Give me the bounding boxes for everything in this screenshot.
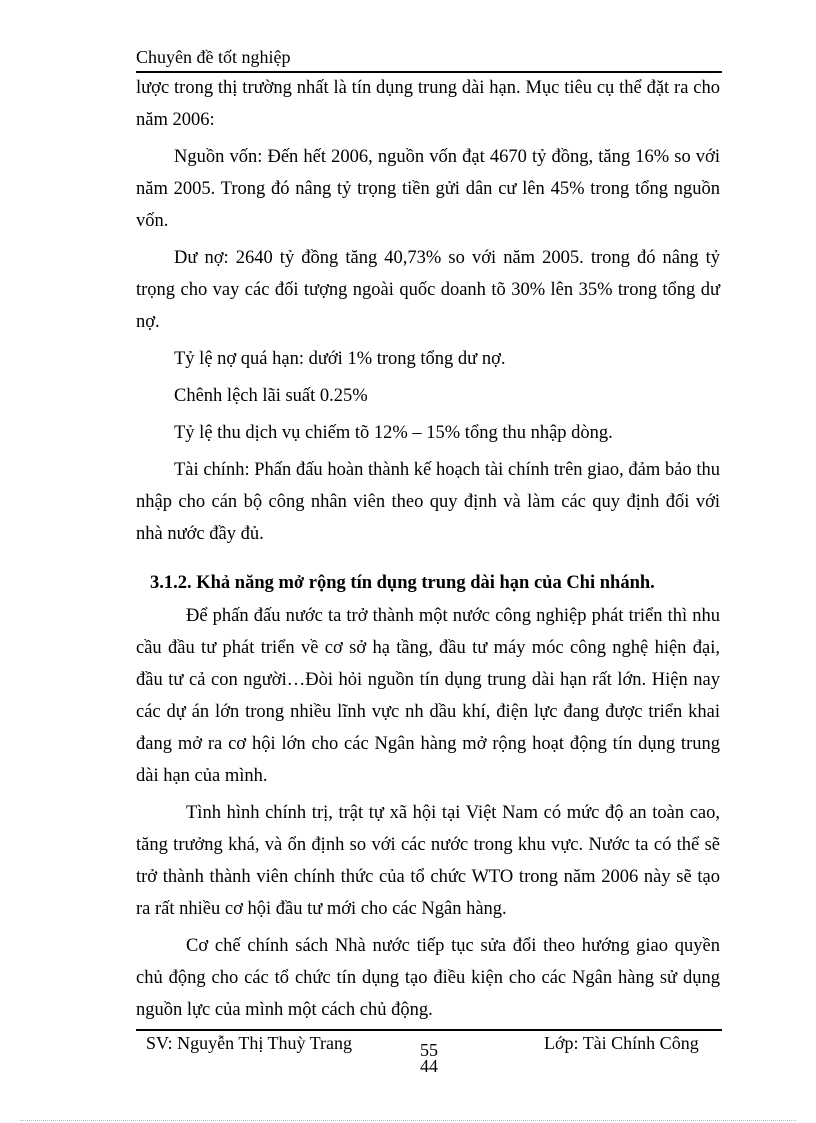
page-edge-divider [20, 1120, 796, 1121]
paragraph: Tỷ lệ thu dịch vụ chiếm tõ 12% – 15% tổng thu nhập dòng. [174, 423, 613, 443]
paragraph: Nguồn vốn: Đến hết 2006, nguồn vốn đạt 4670 tỷ đồng, tăng 16% so với năm 2005. Trong đó nâng tỷ trọng tiền gửi dân cư lên 45% trong tổng nguồn vốn. [136, 147, 720, 231]
page-number-top: 55 [420, 1040, 438, 1060]
page-number-bottom: 44 [420, 1056, 438, 1076]
footer-class: Lớp: Tài Chính Công [544, 1033, 699, 1053]
paragraph: Để phấn đấu nước ta trở thành một nước công nghiệp phát triển thì nhu cầu đầu tư phát triển về cơ sở hạ tầng, đầu tư máy móc công nghệ hiện đại, đầu tư cả con người…Đòi hỏi nguồn tín dụng trung dài hạn rất lớn. Hiện nay các dự án lớn trong nhiều lĩnh vực nh dầu khí, điện lực đang được triển khai đang mở ra cơ hội lớn cho các Ngân hàng mở rộng hoạt động tín dụng trung dài hạn của mình. [136, 606, 720, 786]
paragraph: Tình hình chính trị, trật tự xã hội tại Việt Nam có mức độ an toàn cao, tăng trưởng khá, và ổn định so với các nước trong khu vực. Nước ta có thể sẽ trở thành thành viên chính thức của tổ chức WTO trong năm 2006 này sẽ tạo ra rất nhiều cơ hội đầu tư mới cho các Ngân hàng. [136, 803, 720, 919]
footer-rule [136, 1029, 722, 1031]
footer-student: SV: Nguyễn Thị Thuỳ Trang [146, 1033, 353, 1053]
paragraph: lược trong thị trường nhất là tín dụng trung dài hạn. Mục tiêu cụ thể đặt ra cho năm 2006: [136, 78, 720, 130]
paragraph: Chênh lệch lãi suất 0.25% [174, 386, 368, 406]
paragraph: Tài chính: Phấn đấu hoàn thành kế hoạch tài chính trên giao, đảm bảo thu nhập cho cán bộ công nhân viên theo quy định và làm các quy định đối với nhà nước đầy đủ. [136, 460, 720, 544]
paragraph: Tỷ lệ nợ quá hạn: dưới 1% trong tổng dư nợ. [174, 349, 506, 369]
section-heading: 3.1.2. Khả năng mở rộng tín dụng trung dài hạn của Chi nhánh. [150, 573, 655, 593]
header-title: Chuyên đề tốt nghiệp [136, 47, 291, 67]
document-body [136, 72, 720, 1031]
paragraph: Cơ chế chính sách Nhà nước tiếp tục sửa đổi theo hướng giao quyền chủ động cho các tổ chức tín dụng tạo điều kiện cho các Ngân hàng sử dụng nguồn lực của mình một cách chủ động. [136, 936, 720, 1020]
paragraph: Dư nợ: 2640 tỷ đồng tăng 40,73% so với năm 2005. trong đó nâng tỷ trọng cho vay các đối tượng ngoài quốc doanh tõ 30% lên 35% trong tổng dư nợ. [136, 248, 720, 332]
